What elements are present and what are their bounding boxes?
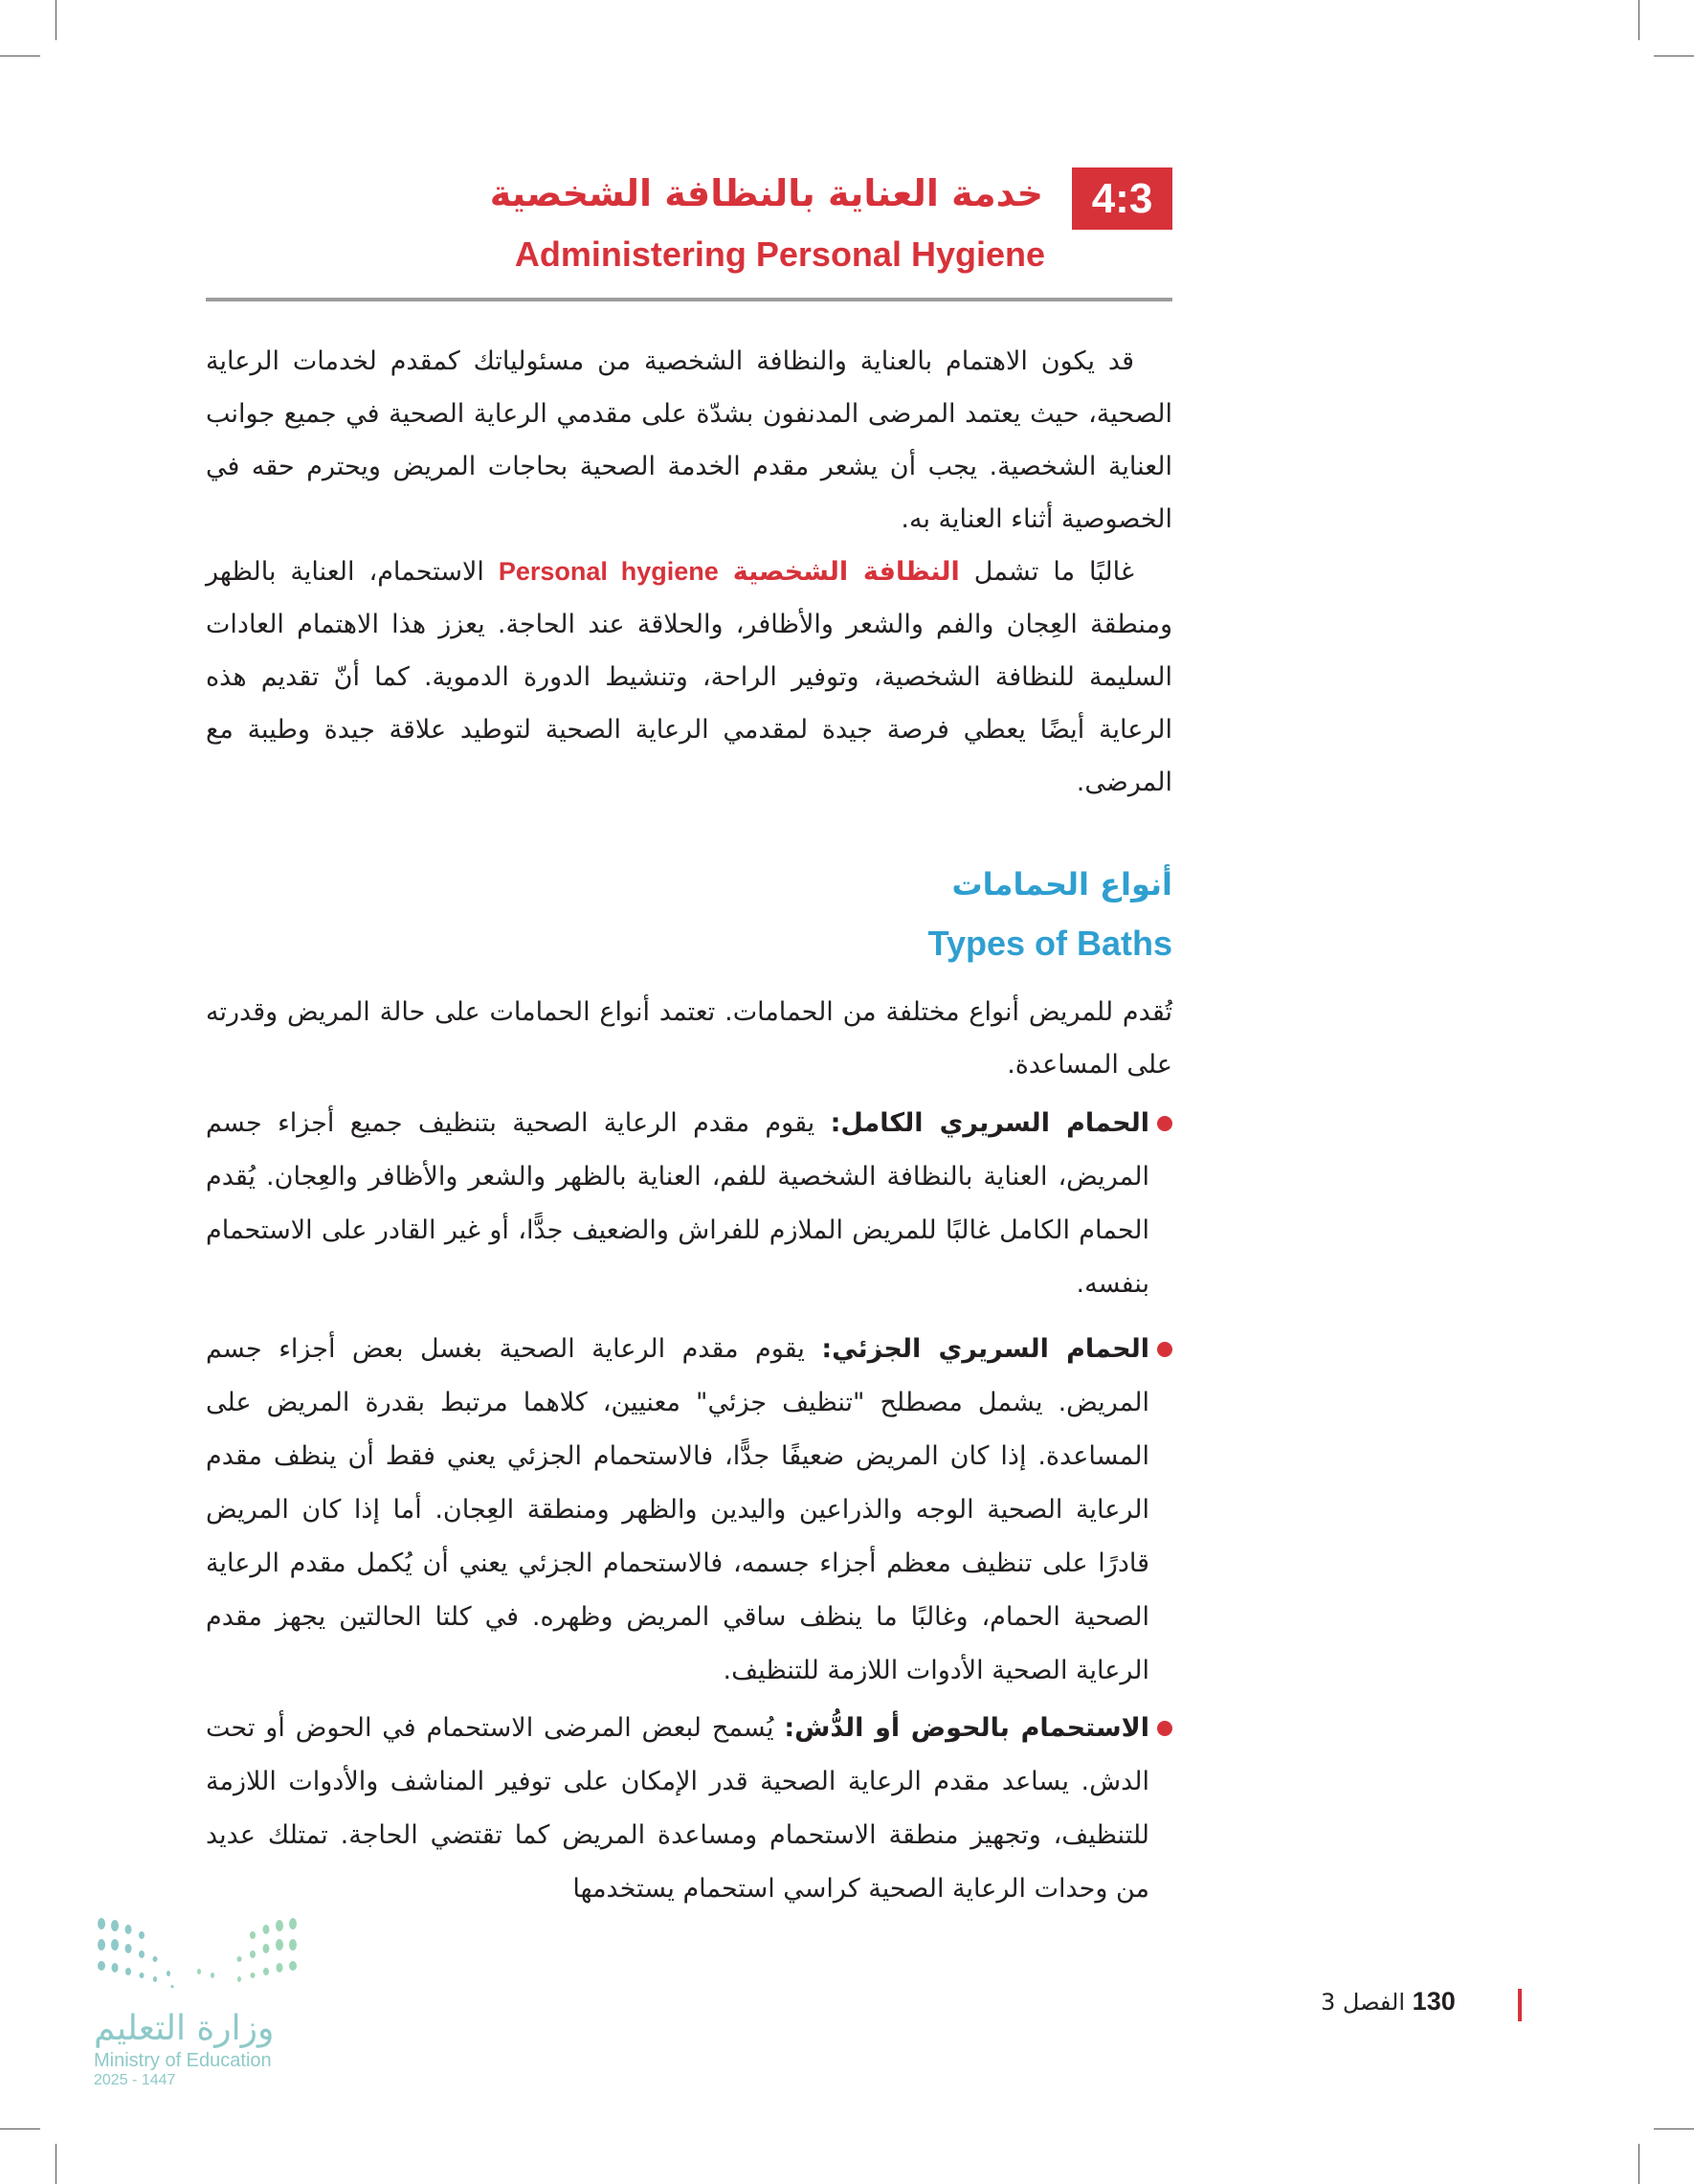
bullet-icon (1157, 1721, 1172, 1736)
bullet-icon (1157, 1116, 1172, 1131)
logo-text-arabic: وزارة التعليم (94, 2009, 275, 2048)
subheading-english: Types of Baths (927, 924, 1172, 963)
chapter-label: الفصل 3 (1321, 1989, 1406, 2016)
page-number: 130 (1412, 1987, 1456, 2016)
subheading-arabic: أنواع الحمامات (951, 866, 1172, 903)
crop-mark (0, 2128, 40, 2129)
term-english: Personal hygiene (498, 557, 719, 586)
bullet-item (206, 1702, 1149, 1916)
bullet-text: يقوم مقدم الرعاية الصحية بتنظيف جميع أجزاء جسم المريض، العناية بالنظافة الشخصية للفم، العناية بالظهر والشعر والأظافر والعِجان. يُقدم الحمام الكامل غالبًا للمريض الملازم للفراش والضعيف جدًّا، أو غير القادر على الاستحمام بنفسه. (206, 1108, 1149, 1299)
title-divider (206, 298, 1172, 301)
ministry-logo (94, 1916, 304, 2089)
bullet-term: الحمام السريري الجزئي: (821, 1334, 1149, 1364)
p2-before: غالبًا ما تشمل (973, 557, 1134, 587)
intro-paragraph-2 (206, 546, 1172, 809)
p2-after: الاستحمام، العناية بالظهر ومنطقة العِجان والفم والشعر والأظافر، والحلاقة عند الحاجة. يعزز هذا الاهتمام العادات السليمة للنظافة الشخصية، وتوفير الراحة، وتنشيط الدورة الدموية. كما أنّ تقديم هذه الرعاية أيضًا يعطي فرصة جيدة لمقدمي الرعاية الصحية لتوطيد علاقة جيدة وطيبة مع المرضى. (206, 557, 1172, 797)
baths-intro: تُقدم للمريض أنواع مختلفة من الحمامات. تعتمد أنواع الحمامات على حالة المريض وقدرته على المساعدة. (206, 997, 1172, 1080)
crop-mark (1638, 0, 1639, 40)
logo-dots-icon (94, 1916, 304, 1988)
bullet-icon (1157, 1342, 1172, 1357)
bullet-item (206, 1323, 1149, 1698)
crop-mark (1654, 2128, 1694, 2129)
page-number-bar (1518, 1989, 1522, 2021)
bullet-text: يُسمح لبعض المرضى الاستحمام في الحوض أو تحت الدش. يساعد مقدم الرعاية الصحية قدر الإمكان على توفير المناشف والأدوات اللازمة للتنظيف، وتجهيز منطقة الاستحمام ومساعدة المريض كما تقتضي الحاجة. تمتلك عديد من وحدات الرعاية الصحية كراسي استحمام يستخدمها (206, 1713, 1149, 1904)
logo-text-english: Ministry of Education (94, 2050, 272, 2071)
term-arabic: النظافة الشخصية (732, 557, 960, 587)
bullet-term: الحمام السريري الكامل: (830, 1108, 1149, 1138)
section-title-arabic: خدمة العناية بالنظافة الشخصية (489, 172, 1043, 214)
logo-year: 2025 - 1447 (94, 2072, 176, 2088)
bullet-text: يقوم مقدم الرعاية الصحية بغسل بعض أجزاء جسم المريض. يشمل مصطلح "تنظيف جزئي" معنيين، كلاهما مرتبط بقدرة المريض على المساعدة. إذا كان المريض ضعيفًا جدًّا، فالاستحمام الجزئي يعني فقط أن ينظف مقدم الرعاية الصحية الوجه والذراعين واليدين والظهر ومنطقة العِجان. أما إذا كان المريض قادرًا على تنظيف معظم أجزاء جسمه، فالاستحمام الجزئي يعني أن يُكمل مقدم الرعاية الصحية الحمام، وغالبًا ما ينظف ساقي المريض وظهره. في كلتا الحالتين يجهز مقدم الرعاية الصحية الأدوات اللازمة للتنظيف. (206, 1334, 1149, 1685)
section-number-badge: 4:3 (1072, 167, 1172, 230)
bullet-term: الاستحمام بالحوض أو الدُّش: (784, 1713, 1149, 1743)
intro-paragraph-1: قد يكون الاهتمام بالعناية والنظافة الشخصية من مسئولياتك كمقدم لخدمات الرعاية الصحية، حيث يعتمد المرضى المدنفون بشدّة على مقدمي الرعاية الصحية في جميع جوانب العناية الشخصية. يجب أن يشعر مقدم الخدمة الصحية بحاجات المريض ويحترم حقه في الخصوصية أثناء العناية به. (206, 346, 1172, 534)
bullet-item (206, 1097, 1149, 1311)
page-footer (1321, 1987, 1456, 2017)
crop-mark (1638, 2144, 1639, 2184)
section-title-english: Administering Personal Hygiene (514, 234, 1045, 274)
